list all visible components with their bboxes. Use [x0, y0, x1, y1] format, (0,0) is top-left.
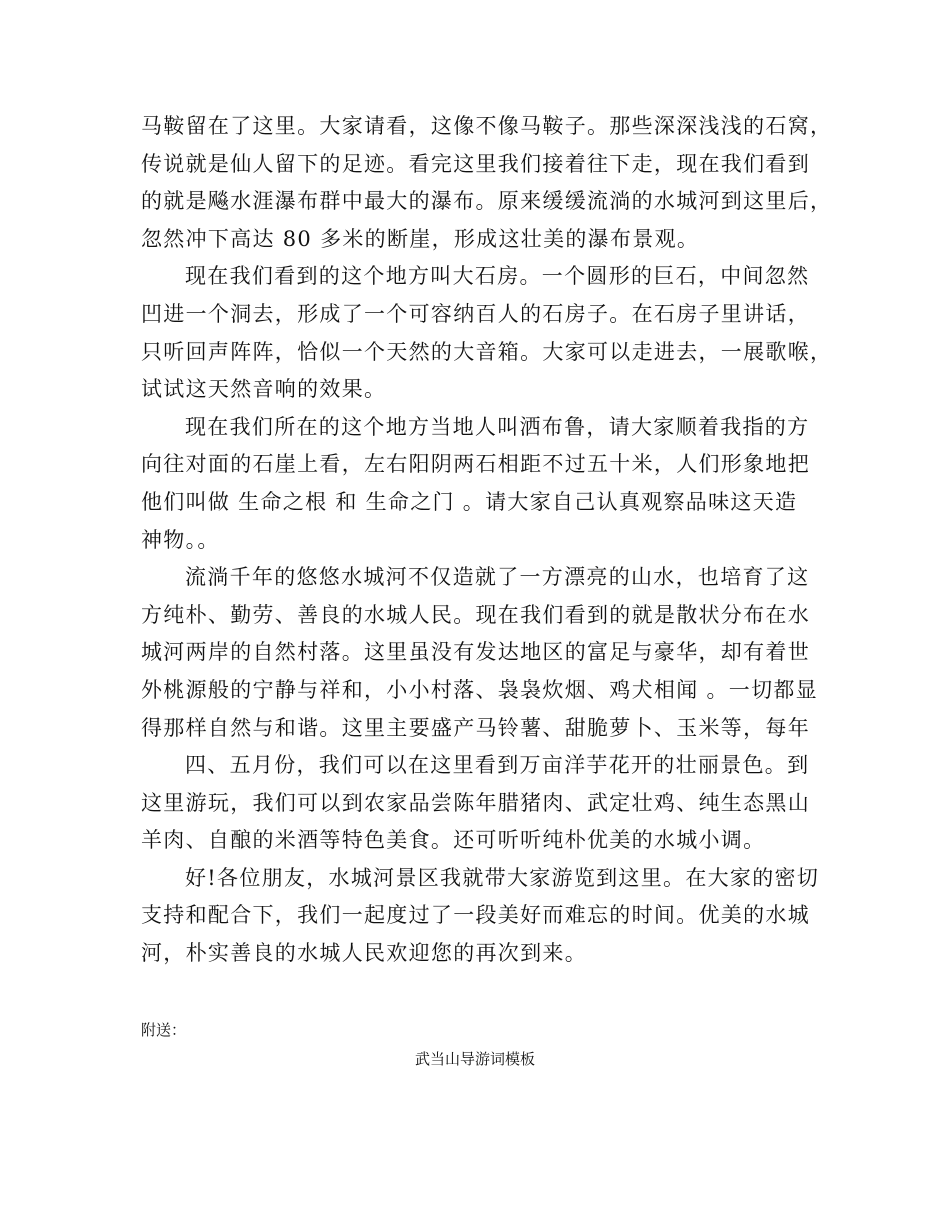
text-line: 好!各位朋友，水城河景区我就带大家游览到这里。在大家的密切 [185, 865, 820, 890]
text-line: 向往对面的石崖上看，左右阳阴两石相距不过五十米，人们形象地把 [141, 452, 810, 477]
text-line: 四、五月份，我们可以在这里看到万亩洋芋花开的壮丽景色。到 [185, 753, 810, 778]
text-line: 马鞍留在了这里。大家请看，这像不像马鞍子。那些深深浅浅的石窝， [141, 114, 833, 138]
text-line: 支持和配合下，我们一起度过了一段美好而难忘的时间。优美的水城 [141, 903, 810, 928]
text-line: 传说就是仙人留下的足迹。看完这里我们接着往下走，现在我们看到 [141, 151, 810, 176]
text-line: 方纯朴、勤劳、善良的水城人民。现在我们看到的就是散状分布在水 [141, 602, 810, 627]
text-line: 流淌千年的悠悠水城河不仅造就了一方漂亮的山水，也培育了这 [185, 565, 810, 590]
text-line: 凹进一个洞去，形成了一个可容纳百人的石房子。在石房子里讲话， [141, 301, 810, 326]
text-line: 忽然冲下高达 80 多米的断崖，形成这壮美的瀑布景观。 [141, 226, 700, 251]
text-line: 试试这天然音响的效果。 [141, 377, 387, 402]
body-text [141, 108, 833, 973]
appendix-title: 武当山导游词模板 [414, 1050, 535, 1068]
text-line: 外桃源般的宁静与祥和，小小村落、袅袅炊烟、鸡犬相闻 。一切都显 [141, 677, 818, 702]
text-line: 神物。。 [141, 527, 220, 552]
text-line: 的就是飚水涯瀑布群中最大的瀑布。原来缓缓流淌的水城河到这里后， [141, 189, 833, 214]
text-line: 现在我们看到的这个地方叫大石房。一个圆形的巨石，中间忽然 [185, 264, 810, 289]
appendix-label: 附送： [141, 1021, 187, 1039]
text-line: 城河两岸的自然村落。这里虽没有发达地区的富足与豪华，却有着世 [141, 640, 810, 665]
text-line: 只听回声阵阵，恰似一个天然的大音箱。大家可以走进去，一展歌喉， [141, 339, 833, 364]
text-line: 羊肉、自酿的米酒等特色美食。还可听听纯朴优美的水城小调。 [141, 828, 766, 853]
text-line: 河，朴实善良的水城人民欢迎您的再次到来。 [141, 941, 587, 966]
text-line: 这里游玩，我们可以到农家品尝陈年腊猪肉、武定壮鸡、纯生态黑山 [141, 790, 810, 815]
text-line: 他们叫做 生命之根 和 生命之门 。请大家自己认真观察品味这天造 [141, 489, 798, 514]
text-line: 现在我们所在的这个地方当地人叫洒布鲁，请大家顺着我指的方 [185, 414, 810, 439]
text-line: 得那样自然与和谐。这里主要盛产马铃薯、甜脆萝卜、玉米等，每年 [141, 715, 810, 740]
